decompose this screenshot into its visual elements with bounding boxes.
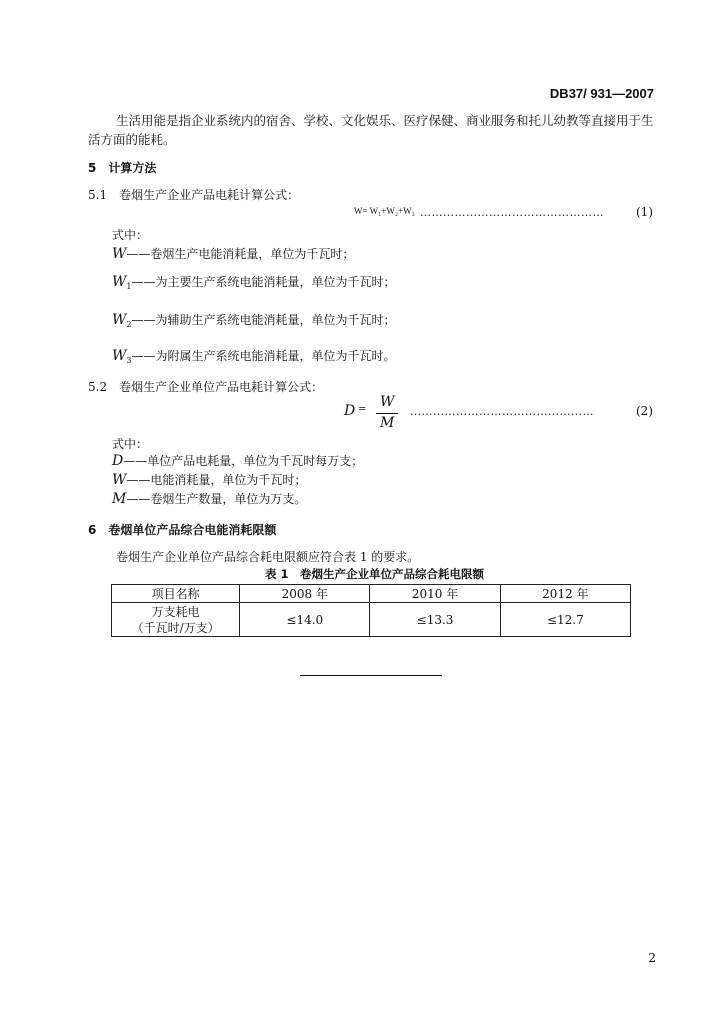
subscript-1: 1 bbox=[126, 282, 132, 291]
section-5-2-heading: 5.2 卷烟生产企业单位产品电耗计算公式： bbox=[88, 380, 324, 394]
value-2010: ≤13.3 bbox=[370, 603, 500, 637]
formula-2-lhs: D bbox=[344, 403, 356, 419]
row-label-line-1: 万支耗电 bbox=[151, 604, 200, 619]
definition-w2 bbox=[112, 311, 396, 329]
definition-w2-text: ——为辅助生产系统电能消耗量，单位为千瓦时； bbox=[131, 313, 396, 327]
formula-2-leader-dots: ………………………………………… bbox=[410, 405, 594, 418]
definition-w-text: ——卷烟生产电能消耗量，单位为千瓦时； bbox=[126, 247, 355, 261]
fraction-bar bbox=[376, 413, 398, 414]
header-item-name: 项目名称 bbox=[112, 585, 240, 603]
definition-m-text: ——卷烟生产数量，单位为万支。 bbox=[126, 492, 307, 506]
row-label-line-2: （千瓦时/万支） bbox=[131, 620, 220, 635]
formula-1-expression: W= W₁+W₂+W₃ bbox=[354, 206, 415, 216]
symbol-w-energy: W bbox=[112, 472, 127, 488]
definition-d bbox=[112, 452, 363, 469]
formula-1-number: (1) bbox=[636, 205, 653, 219]
where-label-1: 式中： bbox=[112, 228, 149, 242]
definition-w1 bbox=[112, 273, 396, 291]
header-2008: 2008 年 bbox=[240, 585, 370, 603]
table-header-row bbox=[112, 585, 631, 603]
header-2010: 2010 年 bbox=[370, 585, 500, 603]
symbol-m: M bbox=[112, 491, 127, 507]
formula-2-equals: = bbox=[358, 404, 367, 415]
symbol-w1: W bbox=[112, 274, 127, 290]
value-2012: ≤12.7 bbox=[500, 603, 630, 637]
subscript-3: 3 bbox=[126, 356, 132, 365]
definition-w-energy bbox=[112, 471, 306, 488]
definition-w-energy-text: ——电能消耗量，单位为千瓦时； bbox=[126, 473, 307, 487]
symbol-w2: W bbox=[112, 312, 127, 328]
definition-w3 bbox=[112, 347, 396, 365]
formula-2-numerator: W bbox=[380, 394, 395, 410]
formula-1-leader-dots: ………………………………………… bbox=[420, 206, 604, 219]
table-caption: 表 1 卷烟生产企业单位产品综合耗电限额 bbox=[265, 567, 485, 581]
definition-d-text: ——单位产品电耗量，单位为千瓦时每万支； bbox=[123, 454, 364, 468]
definition-w3-text: ——为附属生产系统电能消耗量，单位为千瓦时。 bbox=[131, 349, 396, 363]
section-5-heading: 5 计算方法 bbox=[88, 161, 157, 175]
end-rule bbox=[300, 675, 442, 676]
value-2008: ≤14.0 bbox=[240, 603, 370, 637]
symbol-w: W bbox=[112, 246, 127, 262]
section-6-paragraph: 卷烟生产企业单位产品综合耗电限额应符合表 1 的要求。 bbox=[116, 550, 420, 564]
where-label-2: 式中： bbox=[112, 437, 149, 451]
definition-w1-text: ——为主要生产系统电能消耗量，单位为千瓦时； bbox=[131, 275, 396, 289]
intro-line-1: 生活用能是指企业系统内的宿舍、学校、文化娱乐、医疗保健、商业服务和托儿幼教等直接用于生 bbox=[116, 113, 654, 128]
subscript-2: 2 bbox=[126, 320, 132, 329]
header-2012: 2012 年 bbox=[500, 585, 630, 603]
row-label bbox=[112, 603, 240, 637]
section-5-1-heading: 5.1 卷烟生产企业产品电耗计算公式： bbox=[88, 188, 300, 202]
document-code: DB37/ 931—2007 bbox=[549, 86, 654, 101]
table-row bbox=[112, 603, 631, 637]
definition-m bbox=[112, 490, 306, 507]
page-number: 2 bbox=[648, 951, 656, 965]
formula-2-denominator: M bbox=[380, 415, 395, 431]
definition-w bbox=[112, 245, 354, 262]
section-6-heading: 6 卷烟单位产品综合电能消耗限额 bbox=[88, 523, 277, 537]
symbol-w3: W bbox=[112, 348, 127, 364]
formula-2-number: (2) bbox=[636, 404, 653, 418]
limit-table bbox=[111, 584, 631, 637]
symbol-d: D bbox=[112, 453, 124, 469]
intro-line-2: 活方面的能耗。 bbox=[88, 132, 176, 147]
